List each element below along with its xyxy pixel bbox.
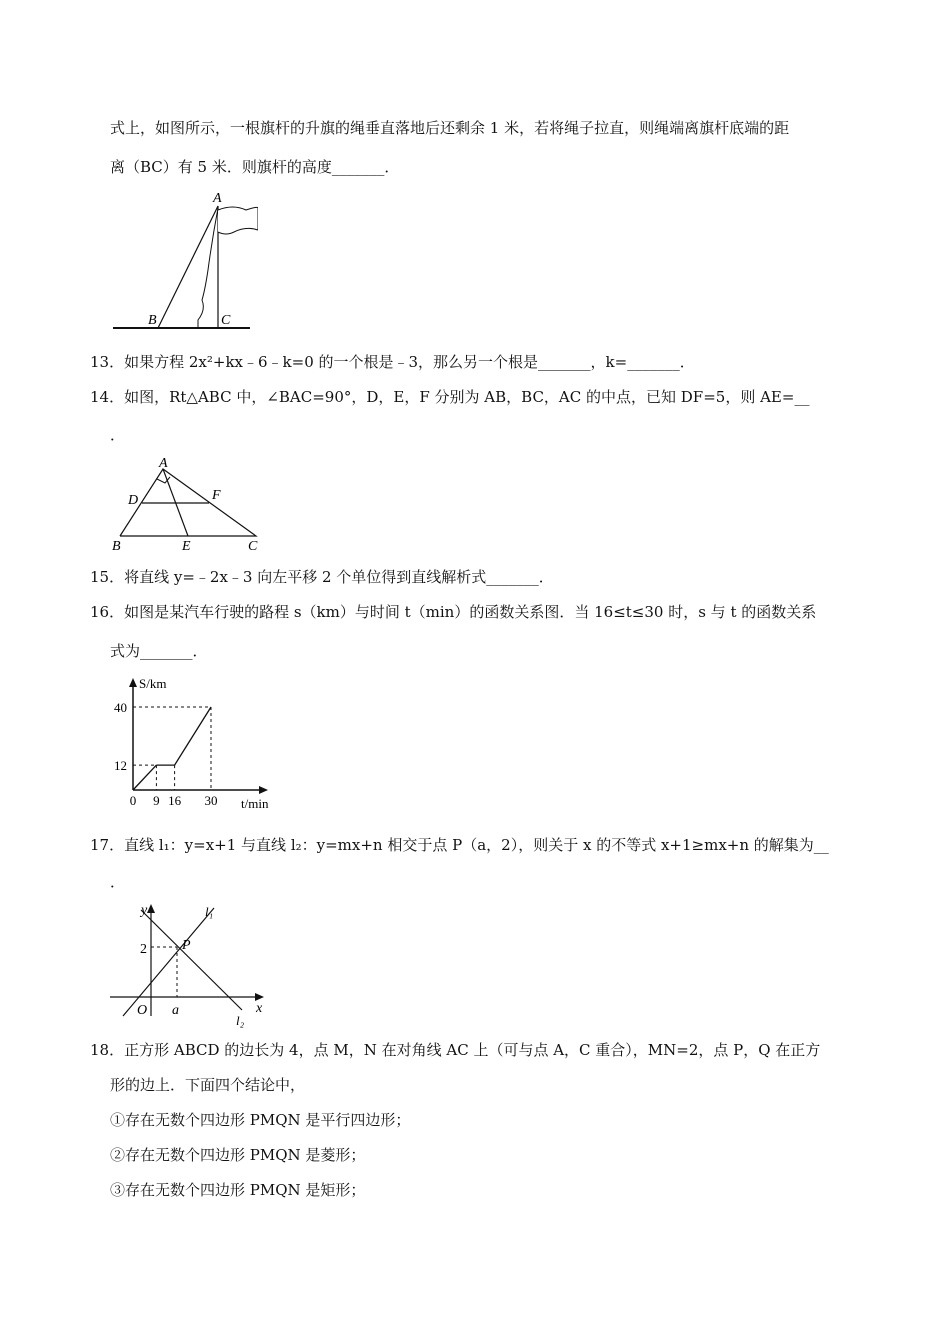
distance-time-chart [108, 672, 288, 812]
label-c: C [248, 539, 258, 554]
series-segment-1 [133, 765, 156, 790]
label-f: F [212, 488, 221, 503]
q16-text-line2: 式为_______． [110, 642, 208, 660]
label-a: A [159, 456, 168, 471]
label-a: a [172, 1003, 179, 1018]
taut-rope-ab [158, 206, 218, 328]
x-tick-30: 30 [204, 793, 218, 808]
label-y: y [141, 903, 148, 918]
series-segment-3 [175, 707, 211, 765]
label-x: x [256, 1001, 263, 1016]
q17-text-line2: ． [110, 873, 126, 891]
x-axis-arrow [259, 786, 268, 794]
q18-item-2: ②存在无数个四边形 PMQN 是菱形； [110, 1146, 366, 1164]
label-b: B [148, 313, 157, 328]
x-tick-9: 9 [153, 793, 160, 808]
label-p: P [182, 938, 191, 953]
q16-text-line1: 16．如图是某汽车行驶的路程 s（km）与时间 t（min）的函数关系图．当 16≤t≤30 时，s 与 t 的函数关系 [90, 603, 817, 621]
line-l1 [123, 908, 214, 1016]
y-axis-label: S/km [139, 676, 167, 691]
y-axis-arrow [129, 678, 137, 687]
q18-text-line2: 形的边上．下面四个结论中， [110, 1076, 306, 1094]
y-tick-12: 12 [114, 758, 127, 774]
label-l1: l₁ [205, 904, 214, 919]
label-e: E [182, 539, 191, 554]
label-l2: l₂ [236, 1013, 245, 1028]
x-axis-label: t/min [241, 796, 269, 811]
label-origin: O [137, 1003, 148, 1018]
x-tick-0: 0 [129, 793, 137, 808]
q13-text: 13．如果方程 2x²+kx﹣6﹣k=0 的一个根是﹣3，那么另一个根是_______，k=_______． [90, 353, 695, 371]
x-axis-arrow [255, 993, 264, 1001]
y-tick-40: 40 [114, 700, 127, 715]
triangle-figure [108, 455, 268, 555]
label-b: B [112, 539, 121, 554]
flagpole-figure [108, 190, 258, 332]
two-lines-figure [108, 898, 278, 1028]
q17-text-line1: 17．直线 l₁：y=x+1 与直线 l₂：y=mx+n 相交于点 P（a，2），则关于 x 的不等式 x+1≥mx+n 的解集为__ [90, 836, 829, 854]
label-two: 2 [140, 942, 147, 957]
q12-text-line1: 式上，如图所示，一根旗杆的升旗的绳垂直落地后还剩余 1 米，若将绳子拉直，则绳端离旗杆底端的距 [110, 119, 790, 137]
line-l2 [141, 910, 242, 1010]
q12-text-line2: 离（BC）有 5 米．则旗杆的高度_______． [110, 158, 400, 176]
label-a: A [213, 191, 222, 206]
q15-text: 15．将直线 y=﹣2x﹣3 向左平移 2 个单位得到直线解析式_______． [90, 568, 554, 586]
label-d: D [128, 493, 139, 508]
q18-item-1: ①存在无数个四边形 PMQN 是平行四边形； [110, 1111, 411, 1129]
flag-icon [218, 207, 258, 234]
q14-text-line2: ． [110, 426, 126, 444]
q18-item-3: ③存在无数个四边形 PMQN 是矩形； [110, 1181, 366, 1199]
q14-text-line1: 14．如图，Rt△ABC 中，∠BAC=90°，D，E，F 分别为 AB，BC，AC 的中点，已知 DF=5，则 AE=__ [90, 388, 810, 406]
label-c: C [221, 313, 231, 328]
q18-text-line1: 18．正方形 ABCD 的边长为 4，点 M，N 在对角线 AC 上（可与点 A，C 重合），MN=2，点 P，Q 在正方 [90, 1041, 821, 1059]
x-tick-16: 16 [168, 793, 182, 808]
y-axis-arrow [147, 904, 155, 913]
